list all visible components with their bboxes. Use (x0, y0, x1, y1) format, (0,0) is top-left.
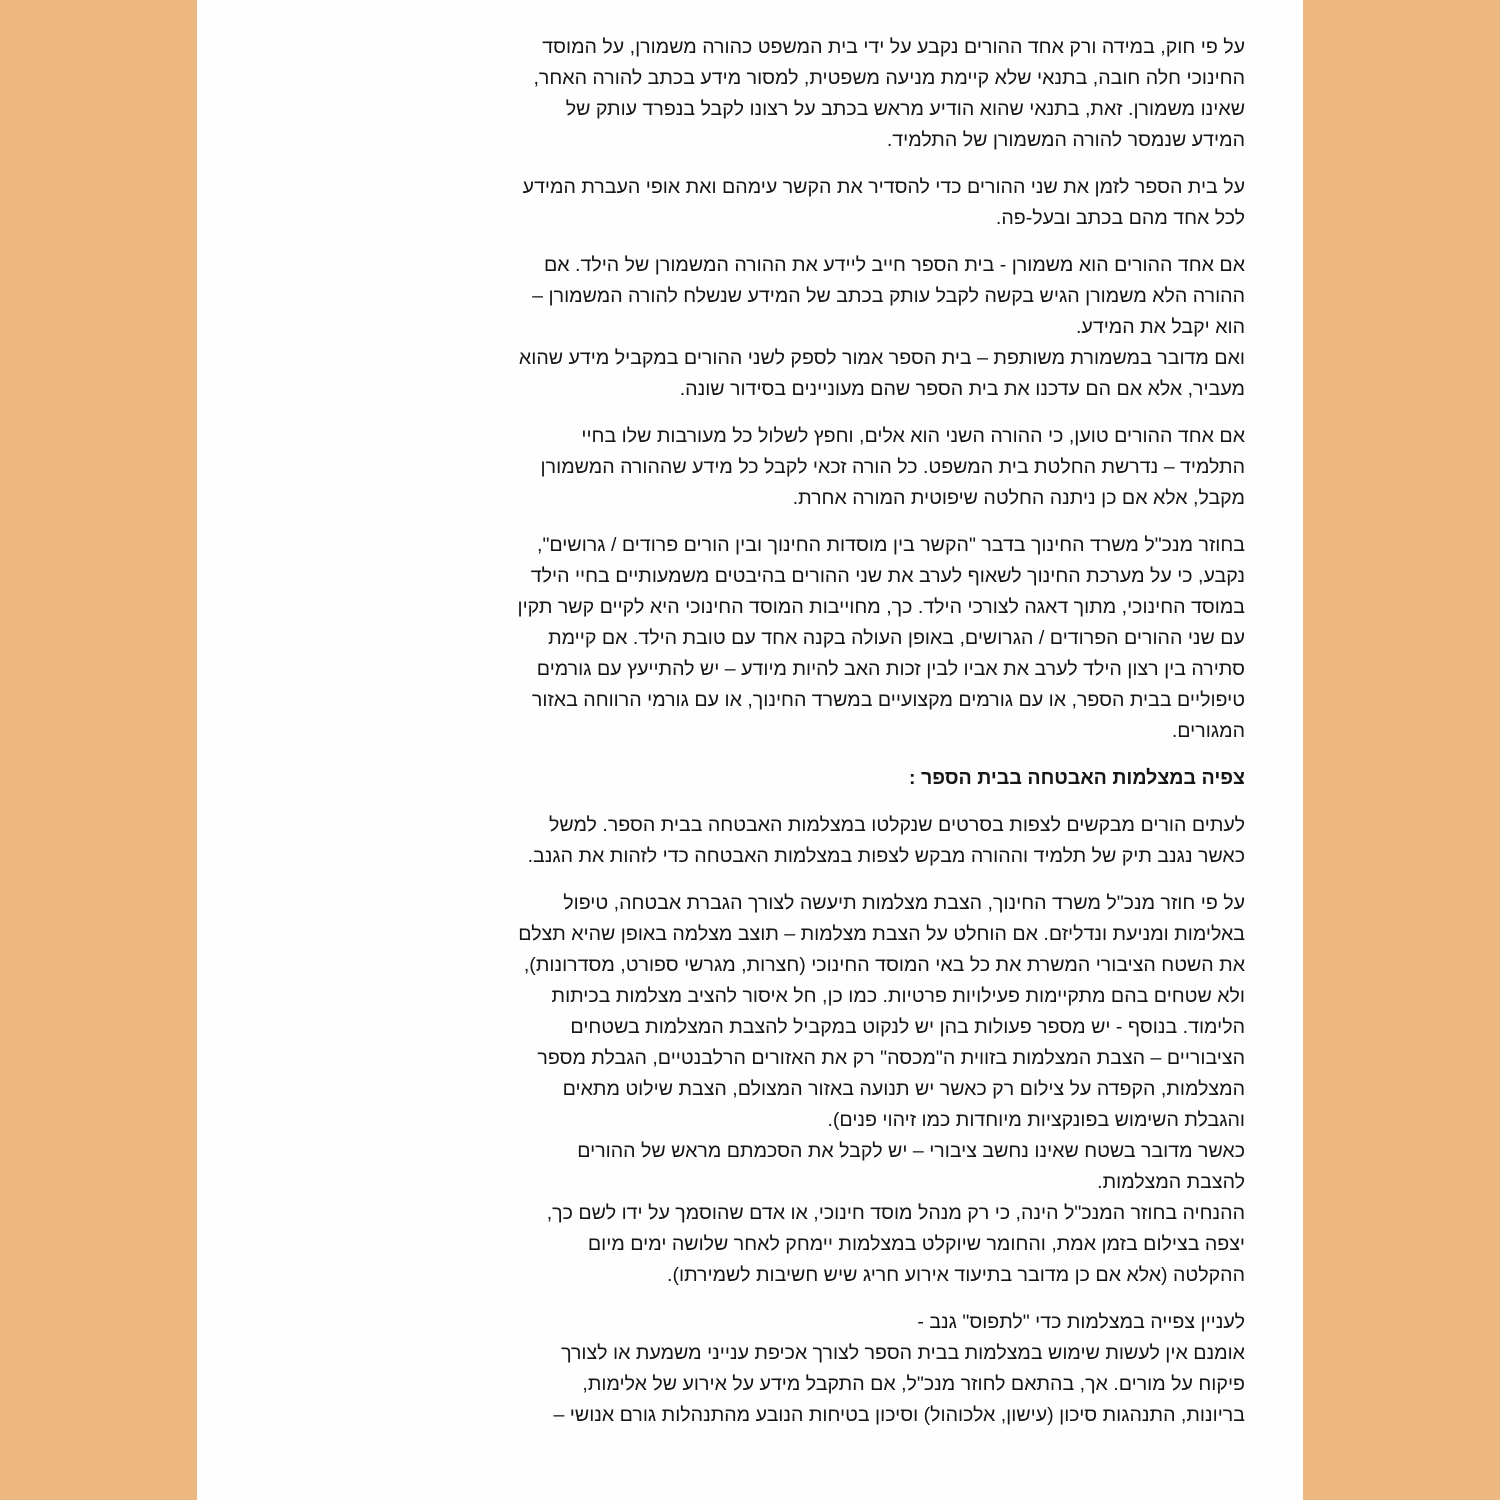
paragraph-3 (365, 250, 1245, 405)
text-line: עם שני ההורים הפרודים / הגרושים, באופן העולה בקנה אחד עם טובת הילד. אם קיימת (548, 627, 1245, 649)
text-line: פיקוח על מורים. אך, בהתאם לחוזר מנכ"ל, אם התקבל מידע על אירוע של אלימות, (582, 1373, 1245, 1395)
text-line: כאשר מדובר בשטח שאינו נחשב ציבורי – יש לקבל את הסכמתם מראש של ההורים (577, 1140, 1245, 1162)
text-line: בריונות, התנהגות סיכון (עישון, אלכוהול) וסיכון בטיחות הנובע מהתנהלות גורם אנושי – (553, 1404, 1245, 1426)
text-line: באלימות ומניעת ונדליזם. אם הוחלט על הצבת מצלמות – תוצב מצלמה באופן שהיא תצלם (518, 923, 1245, 945)
paragraph-8 (365, 1307, 1245, 1431)
text-line: את השטח הציבורי המשרת את כל באי המוסד החינוכי (חצרות, מגרשי ספורט, מסדרונות), (523, 954, 1245, 976)
text-line: נקבע, כי על מערכת החינוך לשאוף לערב את שני ההורים בהיבטים משמעותיים בחיי הילד (530, 565, 1245, 587)
paragraph-6 (365, 810, 1245, 872)
text-line: סתירה בין רצון הילד לערב את אביו לבין זכות האב להיות מיודע – יש להתייעץ עם גורמים (536, 658, 1245, 680)
text-line: ההקלטה (אלא אם כן מדובר בתיעוד אירוע חריג שיש חשיבות לשמירתו). (667, 1264, 1245, 1286)
text-line: אומנם אין לעשות שימוש במצלמות בבית הספר לצורך אכיפת ענייני משמעת או לצורך (561, 1342, 1245, 1364)
text-line: לעניין צפייה במצלמות כדי "לתפוס" גנב - (917, 1311, 1245, 1333)
text-line: יצפה בצילום בזמן אמת, והחומר שיוקלט במצלמות יימחק לאחר שלושה ימים מיום (587, 1233, 1245, 1255)
text-line: לעתים הורים מבקשים לצפות בסרטים שנקלטו במצלמות האבטחה בבית הספר. למשל (549, 814, 1245, 836)
text-line: המצלמות, הקפדה על צילום רק כאשר יש תנועה באזור המצולם, הצבת שילוט מתאים (562, 1078, 1245, 1100)
text-line: אם אחד ההורים טוען, כי ההורה השני הוא אלים, וחפץ לשלול כל מעורבות שלו בחיי (581, 425, 1245, 447)
text-line: המידע שנמסר להורה המשמורן של התלמיד. (886, 129, 1245, 151)
text-line: על בית הספר לזמן את שני ההורים כדי להסדיר את הקשר עימהם ואת אופי העברת המידע (522, 176, 1245, 198)
document-body (365, 32, 1245, 1447)
text-line: החינוכי חלה חובה, בתנאי שלא קיימת מניעה משפטית, למסור מידע בכתב להורה האחר, (533, 67, 1245, 89)
text-line: הלימוד. בנוסף - יש מספר פעולות בהן יש לנקוט במקביל להצבת המצלמות בשטחים (570, 1016, 1245, 1038)
text-line: על פי חוזר מנכ"ל משרד החינוך, הצבת מצלמות תיעשה לצורך הגברת אבטחה, טיפול (563, 892, 1245, 914)
text-line: להצבת המצלמות. (1097, 1171, 1245, 1193)
text-line: המגורים. (1171, 720, 1245, 742)
text-line: כאשר נגנב תיק של תלמיד וההורה מבקש לצפות במצלמות האבטחה כדי לזהות את הגנב. (527, 845, 1245, 867)
text-line: הוא יקבל את המידע. (1075, 316, 1245, 338)
section-heading: צפיה במצלמות האבטחה בבית הספר : (909, 767, 1245, 789)
document-page (197, 0, 1303, 1500)
text-line: על פי חוק, במידה ורק אחד ההורים נקבע על ידי בית המשפט כהורה משמורן, על המוסד (542, 36, 1245, 58)
text-line: לכל אחד מהם בכתב ובעל-פה. (995, 207, 1245, 229)
paragraph-7 (365, 888, 1245, 1291)
text-line: ההנחיה בחוזר המנכ"ל הינה, כי רק מנהל מוסד חינוכי, או אדם שהוסמך על ידו לשם כך, (546, 1202, 1245, 1224)
text-line: מעביר, אלא אם הם עדכנו את בית הספר שהם מעוניינים בסידור שונה. (679, 378, 1245, 400)
text-line: במוסד החינוכי, מתוך דאגה לצורכי הילד. כך, מחוייבות המוסד החינוכי היא לקיים קשר תקין (517, 596, 1245, 618)
paragraph-1 (365, 32, 1245, 156)
text-line: ואם מדובר במשמורת משותפת – בית הספר אמור לספק לשני ההורים במקביל מידע שהוא (518, 347, 1245, 369)
text-line: התלמיד – נדרשת החלטת בית המשפט. כל הורה זכאי לקבל כל מידע שההורה המשמורן (540, 456, 1245, 478)
paragraph-2 (365, 172, 1245, 234)
text-line: הציבוריים – הצבת המצלמות בזווית ה"מכסה" רק את האזורים הרלבנטיים, הגבלת מספר (537, 1047, 1245, 1069)
text-line: שאינו משמורן. זאת, בתנאי שהוא הודיע מראש בכתב על רצונו לקבל בנפרד עותק של (565, 98, 1245, 120)
text-line: אם אחד ההורים הוא משמורן - בית הספר חייב ליידע את ההורה המשמורן של הילד. אם (543, 254, 1245, 276)
paragraph-4 (365, 421, 1245, 514)
text-line: בחוזר מנכ"ל משרד החינוך בדבר "הקשר בין מוסדות החינוך ובין הורים פרודים / גרושים", (537, 534, 1245, 556)
text-line: מקבל, אלא אם כן ניתנה החלטה שיפוטית המורה אחרת. (792, 487, 1245, 509)
paragraph-5 (365, 530, 1245, 747)
text-line: ולא שטחים בהם מתקיימות פעילויות פרטיות. כמו כן, חל איסור להציב מצלמות בכיתות (551, 985, 1245, 1007)
text-line: והגבלת השימוש בפונקציות מיוחדות כמו זיהוי פנים). (827, 1109, 1245, 1131)
text-line: טיפוליים בבית הספר, או עם גורמים מקצועיים במשרד החינוך, או עם גורמי הרווחה באזור (531, 689, 1245, 711)
text-line: ההורה הלא משמורן הגיש בקשה לקבל עותק בכתב של המידע שנשלח להורה המשמורן – (532, 285, 1245, 307)
